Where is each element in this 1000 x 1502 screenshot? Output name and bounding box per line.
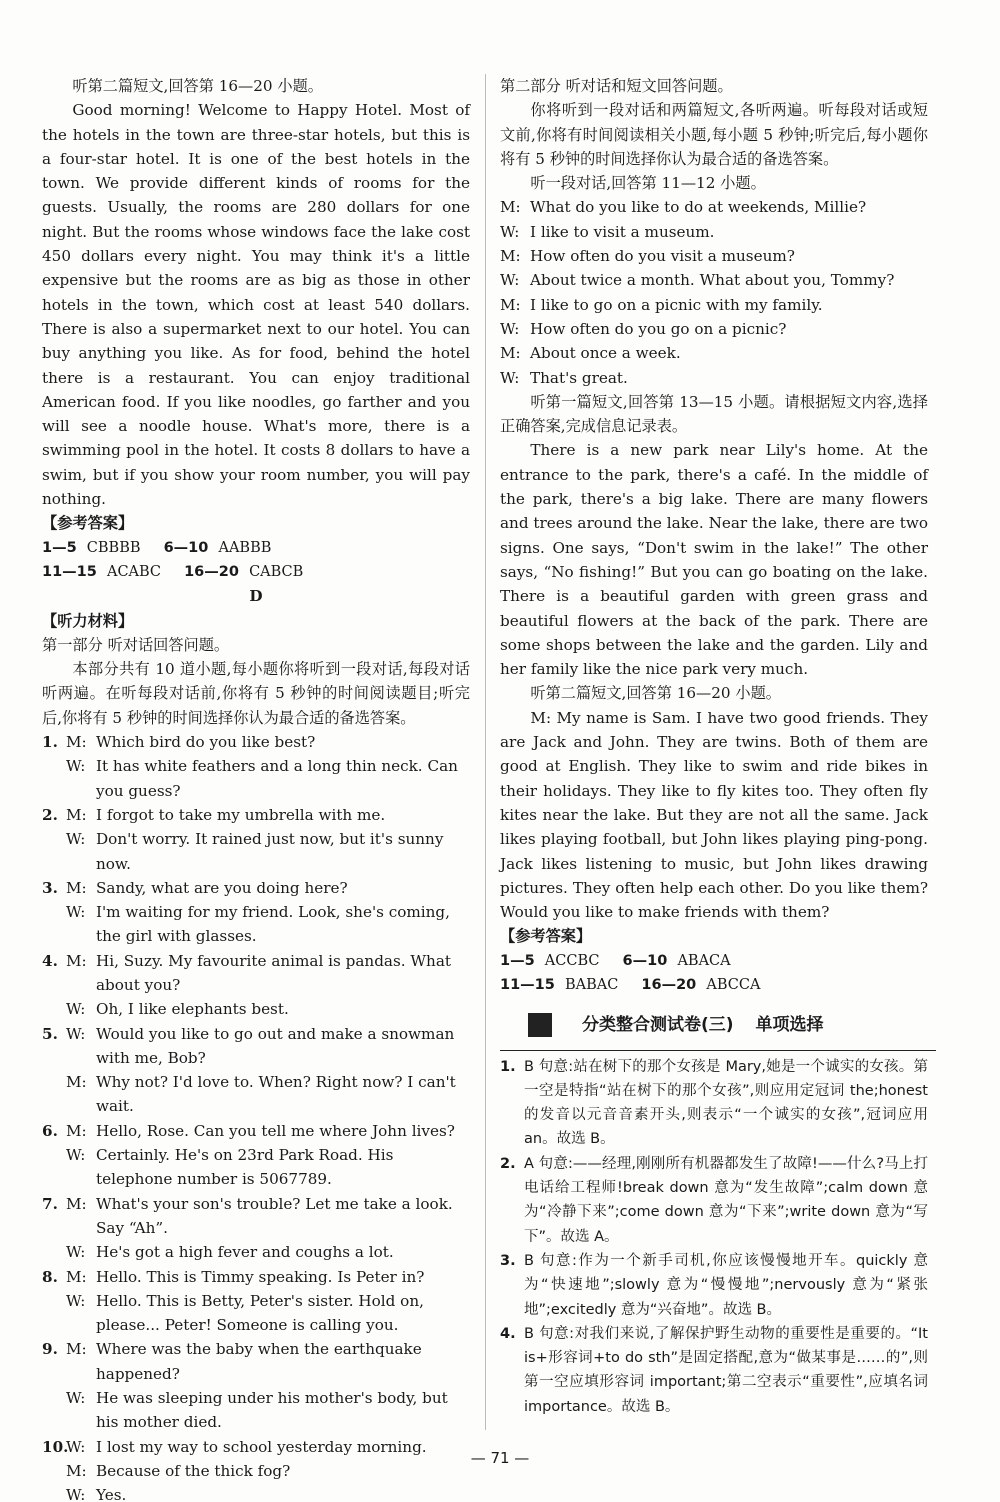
dialogue-list [42, 730, 470, 1502]
dialog-text: How often do you visit a museum? [530, 247, 795, 266]
speaker: W: [66, 1243, 86, 1262]
dialog-intro: 听一段对话,回答第 11—12 小题。 [530, 174, 766, 193]
dialogue-text: What's your son's trouble? Let me take a look. Say “Ah”. [96, 1194, 453, 1237]
dialogue-line [42, 730, 470, 754]
part2-title: 第二部分 听对话和短文回答问题。 [500, 77, 733, 95]
dialogue-number: 10. [42, 1437, 69, 1456]
speaker: M: [66, 951, 87, 970]
dialogue-text: I forgot to take my umbrella with me. [96, 805, 386, 824]
speaker: W: [500, 222, 520, 241]
part2-description: 你将听到一段对话和两篇短文,各听两遍。听每段对话或短文前,你将有时间阅读相关小题,每小题 5 秒钟;听完后,每小题你将有 5 秒钟的时间选择你认为最合适的备选答案。 [500, 101, 928, 168]
dialog-line [500, 293, 928, 317]
dialog-text: About twice a month. What about you, Tommy? [530, 271, 895, 290]
part1-title: 第一部分 听对话回答问题。 [42, 635, 230, 654]
explanation-item [500, 1152, 928, 1249]
dialogue-line [42, 803, 470, 827]
dialogue-line [42, 1483, 470, 1502]
sam-passage: M: My name is Sam. I have two good friends. They are Jack and John. They are twins. Both of them are good at English. They like to swim and ride bikes in their holidays. They like to fly kites too. They often fly kites near the lake. But they are not all the same. Jack likes playing football, but John likes playing ping-pong. Jack likes listening to music, but John likes drawing pictures. They often help each other. Do you like them? Would you like to make friends with them? [500, 708, 928, 922]
dialogue-number: 9. [42, 1340, 58, 1359]
speaker: M: [66, 805, 87, 824]
speaker: M: [66, 1340, 87, 1359]
dialogue-line [42, 876, 470, 900]
speaker: W: [66, 903, 86, 922]
section-rule [500, 1050, 936, 1051]
dialog-line [500, 268, 928, 292]
speaker: W: [66, 830, 86, 849]
speaker: M: [500, 344, 521, 363]
dialogue-line [42, 1119, 470, 1143]
dialogue-text: Because of the thick fog? [96, 1461, 291, 1480]
dialogue-number: 6. [42, 1121, 58, 1140]
dialogue-line [42, 949, 470, 998]
dialogue-line [42, 1192, 470, 1241]
question-number: 4. [500, 1325, 516, 1342]
dialogue-line [42, 1070, 470, 1119]
speaker: W: [66, 757, 86, 776]
explanation-item [500, 1055, 928, 1152]
speaker: W: [500, 271, 520, 290]
speaker: M: [500, 247, 521, 266]
speaker: M: [66, 733, 87, 752]
dialogue-line [42, 754, 470, 803]
black-square-icon [528, 1013, 552, 1037]
section-subtitle: 单项选择 [755, 1015, 824, 1036]
speaker: M: [66, 878, 87, 897]
reference-answer-heading: 【参考答案】 [42, 514, 134, 533]
dialog-text: That's great. [530, 368, 628, 387]
dialogue-line [42, 1265, 470, 1289]
dialogue-line [42, 1289, 470, 1338]
speaker: W: [66, 1000, 86, 1019]
dialog-line [500, 317, 928, 341]
dialogue-text: Hello. This is Timmy speaking. Is Peter in? [96, 1267, 425, 1286]
right-column [500, 74, 928, 1419]
listening-material-heading: 【听力材料】 [42, 611, 134, 630]
dialogue-line [42, 827, 470, 876]
dialog-text: I like to go on a picnic with my family. [530, 295, 823, 314]
dialogue-text: Hello, Rose. Can you tell me where John lives? [96, 1121, 455, 1140]
speaker: M: [66, 1073, 87, 1092]
speaker: M: [500, 295, 521, 314]
dialogue-number: 1. [42, 733, 58, 752]
dialog-text: I like to visit a museum. [530, 222, 715, 241]
dialog-line [500, 366, 928, 390]
speaker: M: [66, 1121, 87, 1140]
speaker: M: [66, 1194, 87, 1213]
part1-description: 本部分共有 10 道小题,每小题你将听到一段对话,每段对话听两遍。在听每段对话前,你将有 5 秒钟的时间阅读题目;听完后,你将有 5 秒钟的时间选择你认为最合适的备选答案。 [42, 660, 470, 727]
answer-line: 1—5 CBBBB 6—10 AABBB [42, 539, 272, 556]
explanation-item [500, 1249, 928, 1322]
dialog-line [500, 195, 928, 219]
left-column [42, 74, 470, 1502]
section-title: 分类整合测试卷(三) [582, 1015, 734, 1036]
dialog-line [500, 220, 928, 244]
explanation-list [500, 1055, 928, 1419]
hotel-passage: Good morning! Welcome to Happy Hotel. Most of the hotels in the town are three-star hotels, but this is a four-star hotel. It is one of the best hotels in the town. We provide different kinds of rooms for the guests. Usually, the rooms are 280 dollars for one night. But the rooms whose windows face the lake cost 450 dollars every night. You may think it's a little expensive but the rooms are as big as those in other hotels in the town, which cost at least 540 dollars. There is also a supermarket next to our hotel. You can buy anything you like. As for food, behind the hotel there is a restaurant. You can enjoy traditional American food. If you like noodles, go farther and you will see a noodle house. What's more, there is a swimming pool in the hotel. It costs 8 dollars to have a swim, but if you show your room number, you will pay nothing. [42, 101, 470, 509]
dialogue-text: It has white feathers and a long thin neck. Can you guess? [96, 757, 458, 800]
dialog [500, 195, 928, 389]
question-number: 3. [500, 1252, 516, 1269]
explanation-item [500, 1322, 928, 1419]
section-letter: D [249, 587, 263, 606]
dialogue-text: Sandy, what are you doing here? [96, 878, 348, 897]
dialog-line [500, 341, 928, 365]
dialogue-number: 4. [42, 951, 58, 970]
dialogue-text: He's got a high fever and coughs a lot. [96, 1243, 394, 1262]
dialogue-line [42, 1022, 470, 1071]
dialogue-number: 8. [42, 1267, 58, 1286]
dialogue-line [42, 1337, 470, 1386]
dialogue-line [42, 900, 470, 949]
dialogue-text: Why not? I'd love to. When? Right now? I can't wait. [96, 1073, 456, 1116]
park-passage: There is a new park near Lily's home. At the entrance to the park, there's a café. In the middle of the park, there's a big lake. There are many flowers and trees around the lake. Near the lake, there are two signs. One says, “Don't swim in the lake!” The other says, “No fishing!” But you can go boating on the lake. There is a beautiful garden with green grass and beautiful flowers at the back of the park. There are some shops between the lake and the garden. Lily and her family like the nice park very much. [500, 441, 928, 679]
explanation-text: B 句意:作为一个新手司机,你应该慢慢地开车。quickly 意为“快速地”;slowly 意为“慢慢地”;nervously 意为“紧张地”;excitedly 意为“兴奋地”。故选 B。 [524, 1252, 928, 1318]
dialogue-line [42, 1386, 470, 1435]
dialogue-number: 7. [42, 1194, 58, 1213]
passage1-intro: 听第一篇短文,回答第 13—15 小题。请根据短文内容,选择正确答案,完成信息记录表。 [500, 392, 928, 436]
dialogue-text: Hi, Suzy. My favourite animal is pandas. What about you? [96, 951, 451, 994]
speaker: W: [500, 319, 520, 338]
passage2-intro: 听第二篇短文,回答第 16—20 小题。 [530, 684, 781, 703]
dialogue-text: Would you like to go out and make a snowman with me, Bob? [96, 1024, 455, 1067]
passage2-intro: 听第二篇短文,回答第 16—20 小题。 [72, 77, 323, 95]
dialog-text: What do you like to do at weekends, Millie? [530, 198, 867, 217]
dialogue-line [42, 1240, 470, 1264]
dialogue-text: Which bird do you like best? [96, 733, 316, 752]
speaker: W: [66, 1146, 86, 1165]
speaker: M: [66, 1267, 87, 1286]
dialogue-text: Yes. [96, 1486, 127, 1502]
speaker: W: [66, 1024, 86, 1043]
speaker: W: [66, 1437, 86, 1456]
dialogue-text: Oh, I like elephants best. [96, 1000, 289, 1019]
question-number: 1. [500, 1058, 516, 1075]
dialogue-number: 5. [42, 1024, 58, 1043]
answer-line: 11—15 BABAC 16—20 ABCCA [500, 976, 761, 993]
speaker: W: [66, 1291, 86, 1310]
explanation-text: A 句意:——经理,刚刚所有机器都发生了故障!——什么?马上打电话给工程师!break down 意为“发生故障”;calm down 意为“冷静下来”;come down 意为“下来”;write down 意为“写下”。故选 A。 [524, 1155, 928, 1245]
question-number: 2. [500, 1155, 516, 1172]
speaker: W: [66, 1486, 86, 1502]
explanation-text: B 句意:对我们来说,了解保护野生动物的重要性是重要的。“It is+形容词+to do sth”是固定搭配,意为“做某事是……的”,则第一空应填形容词 important;第二空表示“重要性”,应填名词 importance。故选 B。 [524, 1325, 928, 1415]
column-divider [485, 74, 486, 1430]
dialog-text: How often do you go on a picnic? [530, 319, 787, 338]
dialogue-text: I'm waiting for my friend. Look, she's coming, the girl with glasses. [96, 903, 450, 946]
speaker: W: [500, 368, 520, 387]
answer-line: 11—15 ACABC 16—20 CABCB [42, 563, 304, 580]
dialogue-line [42, 1143, 470, 1192]
speaker: W: [66, 1389, 86, 1408]
answer-line: 1—5 ACCBC 6—10 ABACA [500, 952, 731, 969]
speaker: M: [66, 1461, 87, 1480]
dialogue-number: 3. [42, 878, 58, 897]
dialogue-text: Where was the baby when the earthquake happened? [96, 1340, 422, 1383]
section-header [500, 1013, 928, 1037]
dialogue-text: I lost my way to school yesterday morning. [96, 1437, 427, 1456]
dialog-line [500, 244, 928, 268]
page-number: — 71 — [470, 1449, 530, 1467]
dialogue-text: Certainly. He's on 23rd Park Road. His telephone number is 5067789. [96, 1146, 394, 1189]
dialogue-text: Hello. This is Betty, Peter's sister. Hold on, please... Peter! Someone is calling you. [96, 1291, 424, 1335]
dialogue-text: Don't worry. It rained just now, but it's sunny now. [96, 830, 444, 873]
dialogue-line [42, 997, 470, 1021]
reference-answer-heading: 【参考答案】 [500, 927, 592, 946]
speaker: M: [500, 198, 521, 217]
dialogue-text: He was sleeping under his mother's body, but his mother died. [96, 1389, 448, 1432]
dialogue-number: 2. [42, 805, 58, 824]
dialog-text: About once a week. [530, 344, 681, 363]
explanation-text: B 句意:站在树下的那个女孩是 Mary,她是一个诚实的女孩。第一空是特指“站在树下的那个女孩”,则应用定冠词 the;honest 的发音以元音音素开头,则表示“一个诚实的女孩”,冠词应用 an。故选 B。 [524, 1058, 928, 1148]
